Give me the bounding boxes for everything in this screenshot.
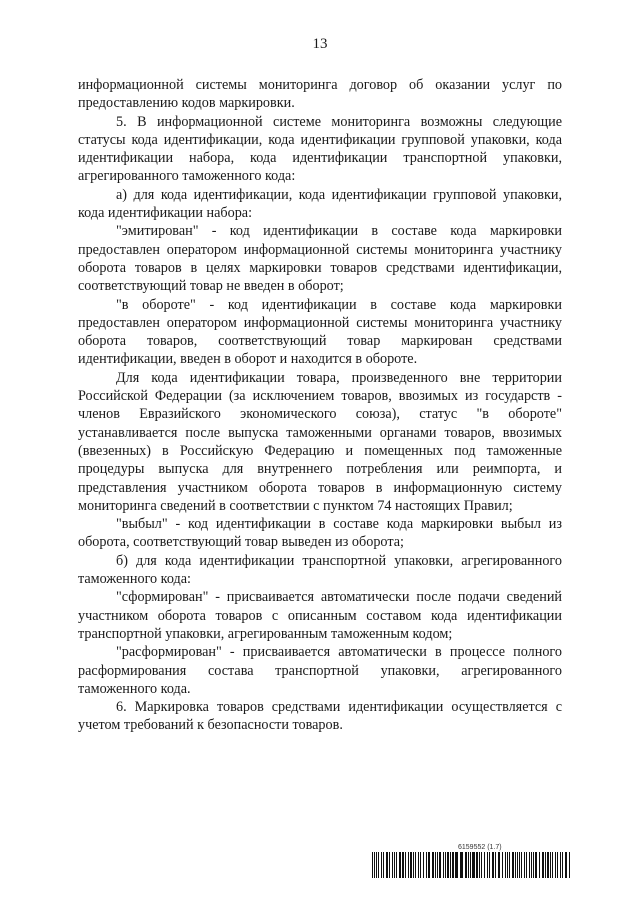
paragraph: а) для кода идентификации, кода идентификации групповой упаковки, кода идентификации набора:: [78, 186, 562, 222]
paragraph: 6. Маркировка товаров средствами идентификации осуществляется с учетом требований к безопасности товаров.: [78, 699, 562, 734]
paragraph: информационной системы мониторинга договор об оказании услуг по предоставлению кодов маркировки.: [78, 77, 562, 112]
barcode-number: 6159552 (1.7): [458, 844, 502, 851]
paragraph: "в обороте" - код идентификации в составе кода маркировки предоставлен оператором информационной системы мониторинга участнику оборота товаров, соответствующий товар маркирован средствами идентификации, введен в оборот и находится в обороте.: [78, 296, 562, 368]
paragraph: "расформирован" - присваивается автоматически в процессе полного расформирования состава транспортной упаковки, агрегированного таможенного кода.: [78, 644, 562, 697]
page-number: 13: [312, 36, 328, 52]
paragraph: Для кода идентификации товара, произведенного вне территории Российской Федерации (за исключением товаров, ввозимых из государств - членов Евразийского экономического союза), статус "в обороте" устанавливается после выпуска таможенными органами товаров, ввозимых (ввезенных) в Российскую Федерацию и помещенных под таможенные процедуры выпуска для внутреннего потребления или реимпорта, и представления участником оборота товаров в информационную систему мониторинга сведений в соответствии с пунктом 74 настоящих Правил;: [78, 369, 562, 514]
paragraph: 5. В информационной системе мониторинга возможны следующие статусы кода идентификации, кода идентификации групповой упаковки, кода идентификации набора, кода идентификации транспортной упаковки, агрегированного таможенного кода:: [78, 113, 562, 185]
paragraph: б) для кода идентификации транспортной упаковки, агрегированного таможенного кода:: [78, 552, 562, 588]
paragraph: "выбыл" - код идентификации в составе кода маркировки выбыл из оборота, соответствующий товар выведен из оборота;: [78, 516, 562, 551]
paragraph: "эмитирован" - код идентификации в составе кода маркировки предоставлен оператором информационной системы мониторинга участнику оборота товаров в целях маркировки товаров средствами идентификации, соответствующий товар не введен в оборот;: [78, 223, 562, 295]
paragraph: "сформирован" - присваивается автоматически после подачи сведений участником оборота товаров с описанным составом кода идентификации транспортной упаковки, агрегированным таможенным кодом;: [78, 589, 562, 642]
barcode-icon: [372, 852, 570, 878]
document-body: [78, 76, 562, 735]
